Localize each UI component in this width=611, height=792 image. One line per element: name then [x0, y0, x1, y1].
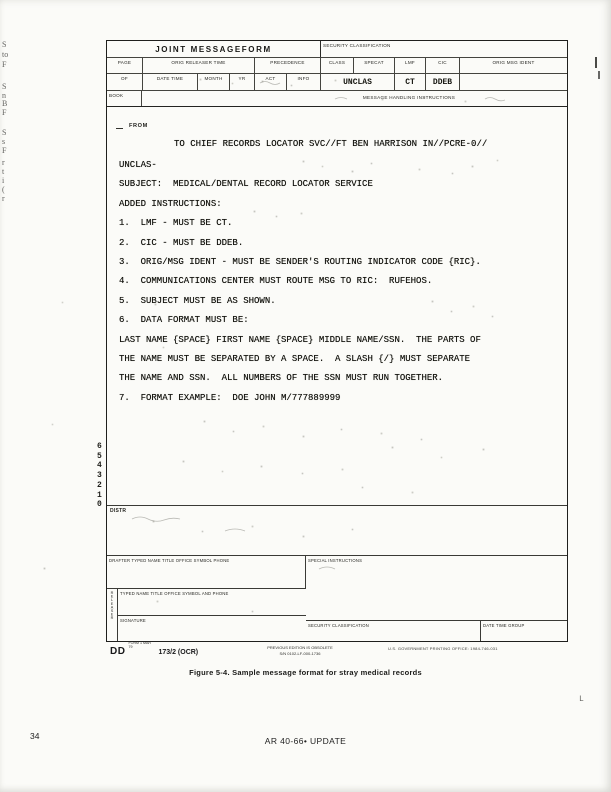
date-time-label: DATE TIME — [156, 76, 184, 81]
form-header-row-values — [107, 74, 567, 91]
to-address-line: TO CHIEF RECORDS LOCATOR SVC//FT BEN HARRISON IN//PCRE-0// — [174, 139, 488, 149]
month-label: MONTH — [204, 76, 223, 81]
security-classification-cell — [320, 41, 568, 57]
yr-label: YR — [238, 76, 246, 81]
message-line: UNCLAS- — [119, 160, 157, 170]
message-line: 5. SUBJECT MUST BE AS SHOWN. — [119, 295, 276, 306]
releaser-strip — [107, 589, 118, 641]
cic-value: DDEB — [432, 78, 453, 87]
scale-number: 2 — [97, 480, 102, 490]
message-line: THE NAME AND SSN. ALL NUMBERS OF THE SSN MUST RUN TOGETHER. — [119, 373, 444, 384]
scan-artifact: i — [2, 176, 5, 185]
lmf-value: CT — [405, 78, 415, 87]
typed-name-section — [118, 589, 306, 616]
from-label: FROM — [129, 123, 148, 129]
scale-number: 3 — [97, 471, 102, 481]
scale-number: 0 — [97, 500, 102, 510]
form-header-row-labels — [107, 58, 567, 74]
scan-artifact: r — [2, 158, 5, 167]
scan-artifact: ( — [2, 185, 5, 194]
precedence-label: PRECEDENCE — [270, 60, 305, 65]
stock-number: S/N 0102-LF-000-1736 — [279, 650, 321, 656]
message-line: LAST NAME {SPACE} FIRST NAME {SPACE} MIDDLE NAME/SSN. THE PARTS OF — [119, 334, 481, 345]
line-scale-numbers — [97, 442, 102, 510]
typed-name-label: TYPED NAME TITLE OFFICE SYMBOL AND PHONE — [120, 591, 229, 596]
figure-caption: Figure 5-4. Sample message format for stray medical records — [189, 668, 422, 677]
security-classification-label: SECURITY CLASSIFICATION — [323, 42, 391, 48]
info-label: INFO — [297, 76, 310, 81]
distr-section — [107, 506, 567, 556]
scan-artifact: L — [579, 695, 584, 704]
message-line: 1. LMF - MUST BE CT. — [119, 218, 233, 229]
scan-artifact: B — [2, 99, 8, 108]
message-body-area — [107, 107, 567, 506]
scale-number: 4 — [97, 461, 102, 471]
previous-edition-note — [240, 645, 360, 656]
form-number-line — [110, 641, 198, 655]
scan-artifact: S — [2, 82, 7, 91]
message-line: THE NAME MUST BE SEPARATED BY A SPACE. A SLASH {/} MUST SEPARATE — [119, 353, 471, 364]
form-number: 173/2 (OCR) — [158, 649, 199, 656]
message-line: 4. COMMUNICATIONS CENTER MUST ROUTE MSG TO RIC: RUFEHOS. — [119, 276, 433, 287]
cic-label: CIC — [438, 60, 447, 65]
date-time-group-label: DATE TIME GROUP — [483, 623, 525, 628]
form-number-dd: DD — [110, 646, 126, 657]
message-line: 6. DATA FORMAT MUST BE: — [119, 315, 249, 326]
message-line: 3. ORIG/MSG IDENT - MUST BE SENDER'S ROUTING INDICATOR CODE {RIC}. — [119, 256, 481, 267]
scan-artifact: n — [2, 91, 6, 100]
scan-artifact: to — [2, 50, 9, 59]
security-classification-bottom-section — [306, 621, 481, 641]
form-edition-date: 1 MAR 79 — [128, 641, 152, 649]
special-instructions-label: SPECIAL INSTRUCTIONS — [308, 558, 363, 563]
scan-edge-mark — [595, 57, 597, 68]
scan-edge-mark — [598, 71, 600, 79]
page-footer: AR 40-66• UPDATE — [264, 736, 347, 746]
signature-section — [118, 616, 306, 641]
form-title: JOINT MESSAGEFORM — [155, 44, 272, 54]
class-value: UNCLAS — [343, 78, 372, 87]
lmf-label: LMF — [405, 60, 415, 65]
gpo-note: U.S. GOVERNMENT PRINTING OFFICE: 1984-746-031 — [388, 646, 498, 651]
page-label: PAGE — [117, 60, 132, 65]
book-label: BOOK — [109, 92, 124, 98]
orig-releaser-time-label: ORIG RELEASER TIME — [171, 60, 226, 65]
message-line: SUBJECT: MEDICAL/DENTAL RECORD LOCATOR SERVICE — [119, 179, 373, 190]
distr-label: DISTR — [110, 508, 127, 514]
signature-label: SIGNATURE — [120, 618, 146, 623]
message-line: ADDED INSTRUCTIONS: — [119, 198, 222, 209]
scale-number: 6 — [97, 442, 102, 451]
scan-artifact: S — [2, 40, 7, 49]
message-text — [119, 156, 481, 408]
scan-artifact: t — [2, 167, 5, 176]
scale-number: 5 — [97, 451, 102, 461]
scan-artifact: F — [2, 108, 7, 117]
date-time-group-section — [481, 621, 567, 641]
scan-artifact: s — [2, 137, 6, 146]
form-word: FORM — [128, 641, 140, 645]
message-line: 7. FORMAT EXAMPLE: DOE JOHN M/777889999 — [119, 392, 341, 403]
specat-label: SPECAT — [364, 60, 384, 65]
class-label: CLASS — [328, 60, 346, 65]
message-line: 2. CIC - MUST BE DDEB. — [119, 237, 244, 248]
scan-noise — [0, 0, 1, 1]
message-handling-instructions-label: MESSAGE HANDLING INSTRUCTIONS — [362, 95, 456, 100]
drafter-section — [107, 556, 306, 589]
act-label: ACT — [265, 76, 276, 81]
previous-edition-text: PREVIOUS EDITION IS OBSOLETE — [267, 645, 333, 650]
special-instructions-section — [306, 556, 567, 621]
scan-artifact: S — [2, 128, 7, 137]
orig-msg-ident-label: ORIG MSG IDENT — [492, 60, 535, 65]
scan-artifact: r — [2, 194, 5, 203]
form-header-row-title — [107, 41, 567, 58]
scale-number: 1 — [97, 490, 102, 500]
security-classification-bottom-label: SECURITY CLASSIFICATION — [308, 623, 369, 628]
scan-artifact: F — [2, 60, 7, 69]
joint-message-form — [106, 40, 568, 642]
of-label: OF — [121, 76, 128, 81]
scan-artifact: F — [2, 146, 7, 155]
form-header-row-book — [107, 91, 567, 107]
page-number: 34 — [30, 731, 40, 741]
releaser-label: RELEASER — [110, 591, 114, 620]
form-title-cell — [107, 41, 320, 57]
from-tick-mark — [116, 128, 123, 129]
drafter-label: DRAFTER TYPED NAME TITLE OFFICE SYMBOL PHONE — [109, 558, 230, 563]
